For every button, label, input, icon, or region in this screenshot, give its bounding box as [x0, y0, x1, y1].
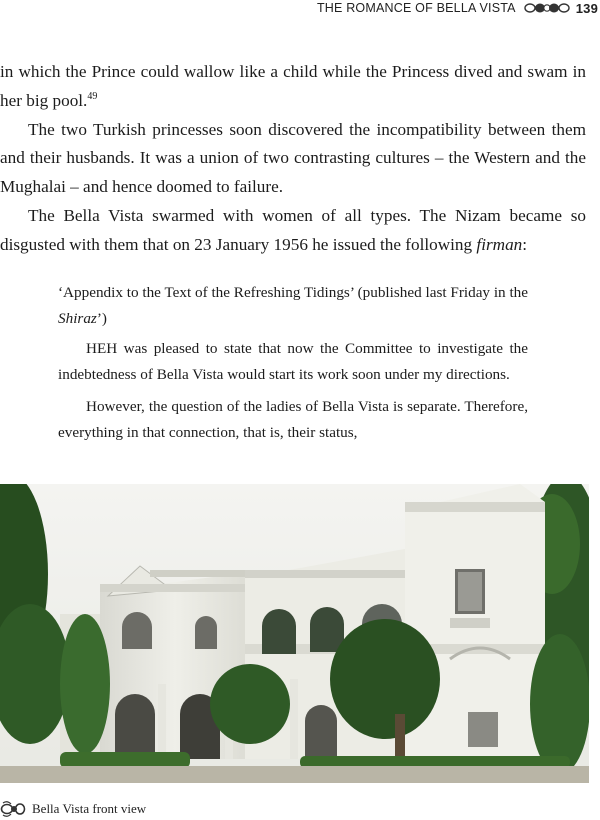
page-number: 139 [575, 0, 598, 16]
block-quote [58, 280, 528, 446]
main-text [0, 58, 586, 260]
bella-vista-photo [0, 484, 589, 783]
italic-term: firman [476, 234, 523, 254]
running-title: THE ROMANCE OF BELLA VISTA [316, 1, 516, 15]
figure-caption: Bella Vista front view [32, 801, 147, 816]
quote-paragraph: HEH was pleased to state that now the Committee to investigate the indebtedness of Bella Vista would start its work soon under my directions. [58, 340, 528, 383]
ornament-icon [524, 2, 570, 14]
italic-term: Shiraz [58, 310, 97, 327]
figure-caption-bar [0, 798, 146, 820]
paragraph: The two Turkish princesses soon discovered the incompatibility between them and their husbands. It was a union of two contrasting cultures – the Western and the Mughalai – and hence doomed to failure. [0, 119, 586, 197]
ornament-icon [0, 799, 26, 819]
quote-paragraph: However, the question of the ladies of Bella Vista is separate. Therefore, everything in that connection, that is, their status, [58, 398, 528, 441]
paragraph: in which the Prince could wallow like a child while the Princess dived and swam in her big pool.$^{49}$ [0, 62, 586, 110]
footnote-marker: 49 [87, 90, 98, 102]
paragraph: The Bella Vista swarmed with women of all types. The Nizam became so disgusted with them that on 23 January 1956 he issued the following firman: [0, 205, 586, 254]
running-header [317, 0, 600, 16]
quote-paragraph: ‘Appendix to the Text of the Refreshing Tidings’ (published last Friday in the Shiraz’) [58, 284, 528, 327]
